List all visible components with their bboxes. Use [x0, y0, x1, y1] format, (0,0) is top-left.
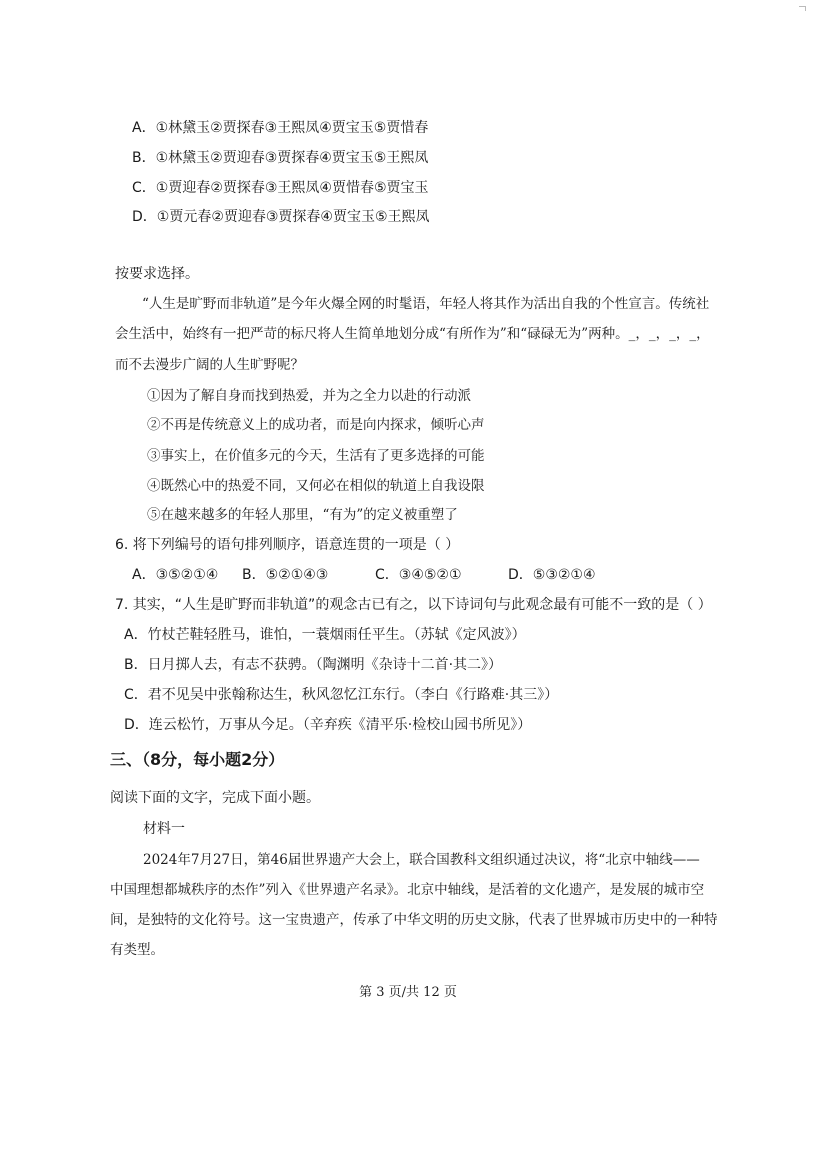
sentence-4: ④既然心中的热爱不同，又何必在相似的轨道上自我设限	[147, 478, 485, 494]
q7-option-a: A．竹杖芒鞋轻胜马，谁怕，一蓑烟雨任平生。（苏轼《定风波》）	[124, 627, 526, 643]
scan-corner-mark	[799, 6, 806, 11]
sentence-3: ③事实上，在价值多元的今天，生活有了更多选择的可能	[147, 448, 485, 464]
passage-line-1: “人生是旷野而非轨道”是今年火爆全网的时髦语，年轻人将其作为活出自我的个性宣言。传统社	[142, 296, 710, 312]
page-number-footer: 第 3 页/共 12 页	[359, 985, 457, 1000]
q5-option-c: C．①贾迎春②贾探春③王熙凤④贾惜春⑤贾宝玉	[132, 180, 429, 196]
sentence-5: ⑤在越来越多的年轻人那里，“有为”的定义被重塑了	[147, 507, 458, 523]
q6-stem: 6. 将下列编号的语句排列顺序，语意连贯的一项是（ ）	[115, 537, 460, 553]
sentence-2: ②不再是传统意义上的成功者，而是向内探求，倾听心声	[147, 417, 485, 433]
instruction-text: 按要求选择。	[115, 266, 199, 282]
sentence-1: ①因为了解自身而找到热爱，并为之全力以赴的行动派	[147, 388, 471, 404]
section-3-instruction: 阅读下面的文字，完成下面小题。	[110, 790, 320, 806]
q6-option-c: C．③④⑤②①	[375, 567, 462, 583]
q6-option-b: B．⑤②①④③	[242, 567, 329, 583]
q6-option-a: A．③⑤②①④	[132, 567, 219, 583]
material-1-line-1: 2024年7月27日，第46届世界遗产大会上，联合国教科文组织通过决议，将“北京中轴线——	[143, 852, 700, 868]
q7-stem: 7. 其实，“人生是旷野而非轨道”的观念古已有之，以下诗词句与此观念最有可能不一致的是（ ）	[115, 597, 712, 613]
q7-option-b: B．日月掷人去，有志不获骋。（陶渊明《杂诗十二首·其二》）	[124, 657, 503, 673]
q5-option-d: D．①贾元春②贾迎春③贾探春④贾宝玉⑤王熙凤	[132, 209, 430, 225]
material-1-title: 材料一	[143, 821, 185, 837]
passage-line-2: 会生活中，始终有一把严苛的标尺将人生简单地划分成“有所作为”和“碌碌无为”两种。_，_，_，_，	[115, 326, 710, 342]
q7-option-d: D．连云松竹，万事从今足。（辛弃疾《清平乐·检校山园书所见》）	[124, 717, 532, 733]
section-3-title: 三、（8分，每小题2分）	[110, 750, 285, 769]
material-1-line-3: 间，是独特的文化符号。这一宝贵遗产，传承了中华文明的历史文脉，代表了世界城市历史中的一种特	[110, 912, 718, 928]
passage-line-3: 而不去漫步广阔的人生旷野呢？	[115, 357, 304, 373]
q5-option-a: A．①林黛玉②贾探春③王熙凤④贾宝玉⑤贾惜春	[132, 120, 429, 136]
material-1-line-4: 有类型。	[110, 942, 164, 958]
material-1-line-2: 中国理想都城秩序的杰作”列入《世界遗产名录》。北京中轴线，是活着的文化遗产，是发展的城市空	[110, 882, 705, 898]
q6-option-d: D．⑤③②①④	[508, 567, 596, 583]
q5-option-b: B．①林黛玉②贾迎春③贾探春④贾宝玉⑤王熙凤	[132, 150, 429, 166]
q7-option-c: C．君不见吴中张翰称达生，秋风忽忆江东行。（李白《行路难·其三》）	[124, 687, 559, 703]
